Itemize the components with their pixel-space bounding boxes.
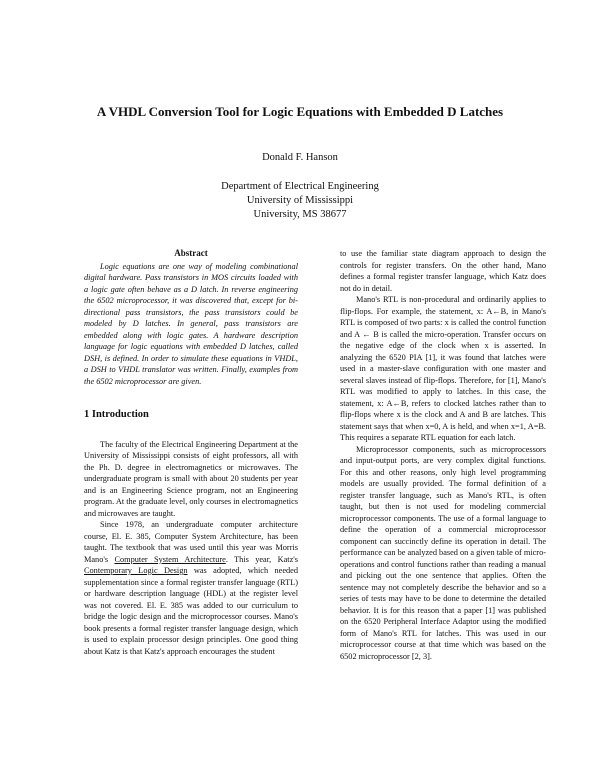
book-title-katz: Contemporary Logic Design <box>84 566 188 575</box>
intro-paragraph-2 <box>84 519 298 657</box>
intro-p2-text-c: was adopted, which needed supplementation since a formal register transfer language (RTL) or hardware description language (HDL) at the register level was not covered. El. E. 385 was added to our curriculum to bridge the logic design and the microprocessor courses. Mano's book presents a formal register transfer language design, which is used to explain processor design principles. One good thing about Katz is that Katz's approach encourages the student <box>84 566 298 656</box>
intro-p2-text-b: . This year, Katz's <box>225 554 298 564</box>
paper-title: A VHDL Conversion Tool for Logic Equations with Embedded D Latches <box>96 104 504 119</box>
left-column <box>84 248 298 657</box>
affiliation-department: Department of Electrical Engineering <box>221 181 379 192</box>
abstract-text: Logic equations are one way of modeling combinational digital hardware. Pass transistors in MOS circuits loaded with a logic gate often behave as a D latch. In reverse engineering the 6502 microprocessor, it was discovered that, except for bi-directional pass transistors, the pass transistors could be modeled by D latches. In general, pass transistors are embedded along with logic gates. A hardware description language for logic equations with embedded D latches, called DSH, is defined. In order to simulate these equations in VHDL, a DSH to VHDL translator was written. Finally, examples from the 6502 microprocessor are given. <box>84 261 298 386</box>
affiliation <box>0 180 600 222</box>
affiliation-address: University, MS 38677 <box>253 209 347 220</box>
right-paragraph-2: Mano's RTL is non-procedural and ordinarily applies to flip-flops. For example, the statement, x: A←B, in Mano's RTL is composed of two parts: x is called the control function and A ← B is called the micro-operation. Transfer occurs on the negative edge of the clock when x is asserted. In analyzing the 6520 PIA [1], it was found that latches were used in a master-slave configuration with one master and several slaves instead of flip-flops. Therefore, for [1], Mano's RTL was modified to apply to latches. In this case, the statement, x: A←B, refers to clocked latches rather than to flip-flops where x is the clock and A and B are latches. This statement says that when x=0, A is held, and when x=1, A=B. This requires a separate RTL equation for each latch. <box>340 295 546 442</box>
right-paragraph-3: Microprocessor components, such as microprocessors and input-output ports, are very complex digital functions. For this and other reasons, only high level programming models are usually provided. The formal definition of a register transfer language, such as Mano's RTL, is often taught, but then is not used for modeling commercial microprocessor components. The use of a formal language to define the operation of a commercial microprocessor component can succinctly define its operation in detail. The performance can be analyzed based on a given table of micro-operations and control functions rather than reading a manual and picking out the one sentence that applies. Often the sentence may not completely describe the behavior and so a series of tests may have to be done to determine the detailed behavior. It is for this reason that a paper [1] was published on the 6520 Peripheral Interface Adaptor using the modified form of Mano's RTL for latches. This was used in our microprocessor course at that time which was based on the 6502 microprocessor [2, 3]. <box>340 444 546 661</box>
intro-paragraph-1: The faculty of the Electrical Engineering Department at the University of Mississippi consists of eight professors, all with the Ph. D. degree in electromagnetics or microwaves. The undergraduate program is small with about 20 students per year and is an Engineering Science program, not an Engineering program. At the graduate level, only courses in electromagnetics and microwaves are taught. <box>84 439 298 518</box>
author-name: Donald F. Hanson <box>262 152 338 163</box>
affiliation-university: University of Mississippi <box>246 195 354 206</box>
right-column <box>340 248 546 662</box>
section-heading-introduction: 1 Introduction <box>84 409 149 420</box>
abstract-heading: Abstract <box>174 248 208 258</box>
intro-p2-text-a: Since 1978, an undergraduate computer architecture course, El. E. 385, Computer System Architecture, has been taught. The textbook that was used until this year was Morris Mano's <box>84 520 298 564</box>
book-title-mano: Computer System Architecture <box>114 554 226 564</box>
right-paragraph-1: to use the familiar state diagram approach to design the controls for register transfers. On the other hand, Mano defines a formal register transfer language, which Katz does not do in detail. <box>340 249 546 293</box>
